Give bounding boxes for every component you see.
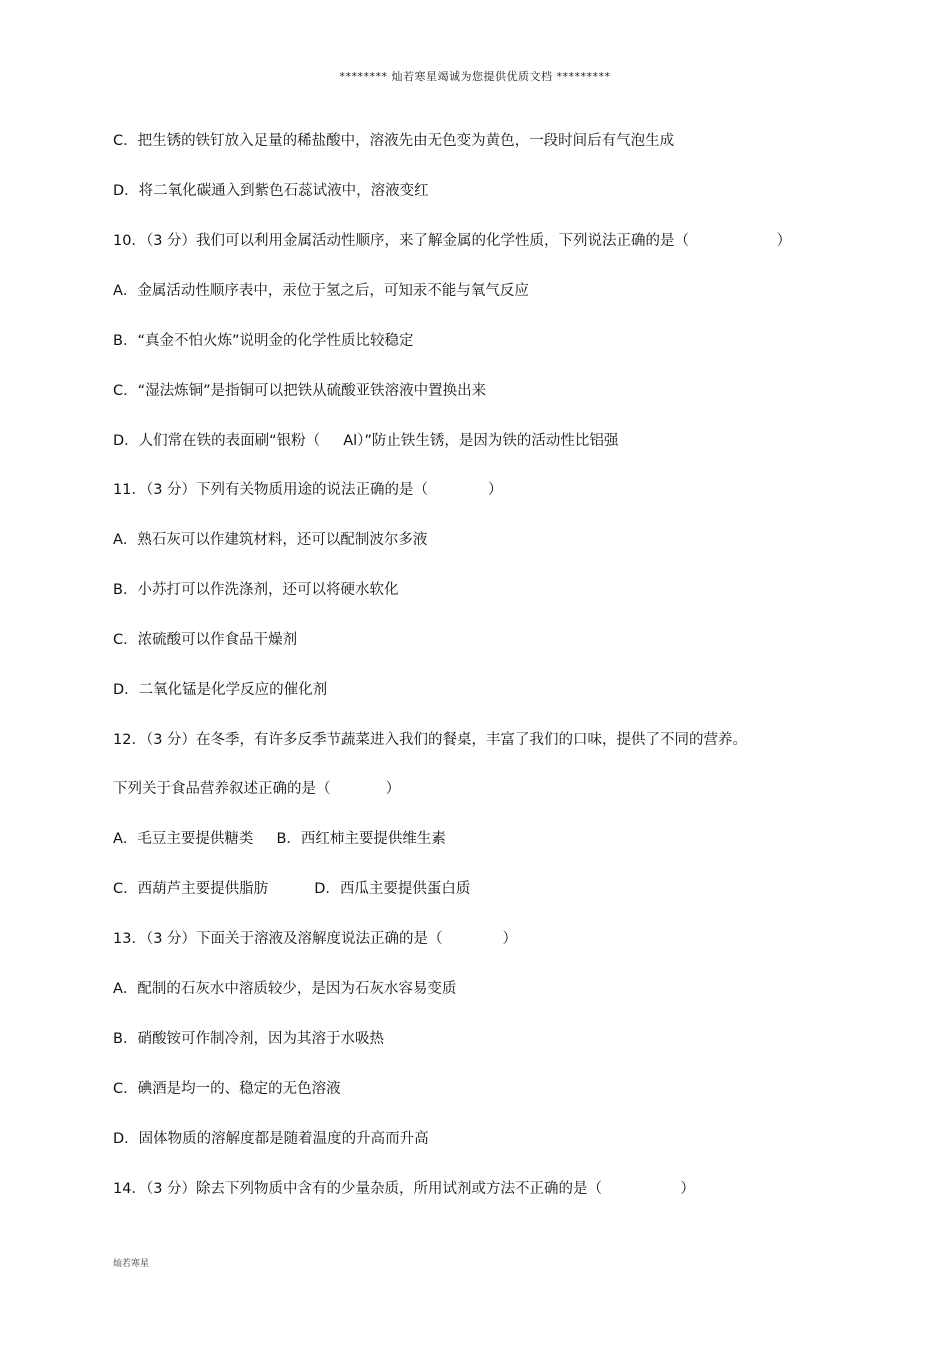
option-11b: B．小苏打可以作洗涤剂，还可以将硬水软化 [113,582,399,598]
option-11d: D．二氧化锰是化学反应的催化剂 [113,682,328,698]
option-11a: A．熟石灰可以作建筑材料，还可以配制波尔多液 [113,532,428,548]
question-12: 12．（3 分）在冬季，有许多反季节蔬菜进入我们的餐桌，丰富了我们的口味，提供了不同的营养。 [113,732,748,748]
option-9d: D．将二氧化碳通入到紫色石蕊试液中，溶液变红 [113,183,429,199]
option-10b: B．“真金不怕火炼”说明金的化学性质比较稳定 [113,333,414,349]
option-10d: D．人们常在铁的表面刷“银粉（ Al）”防止铁生锈，是因为铁的活动性比铝强 [113,433,619,449]
option-13d: D．固体物质的溶解度都是随着温度的升高而升高 [113,1131,429,1147]
option-13c: C．碘酒是均一的、稳定的无色溶液 [113,1081,341,1097]
option-13b: B．硝酸铵可作制冷剂，因为其溶于水吸热 [113,1031,384,1047]
question-12-continued: 下列关于食品营养叙述正确的是（ ） [113,781,401,797]
page-header: ******** 灿若寒星竭诚为您提供优质文档 ********* [339,70,611,83]
option-9c: C．把生锈的铁钉放入足量的稀盐酸中，溶液先由无色变为黄色，一段时间后有气泡生成 [113,133,675,149]
question-13: 13．（3 分）下面关于溶液及溶解度说法正确的是（ ） [113,931,517,947]
option-13a: A．配制的石灰水中溶质较少，是因为石灰水容易变质 [113,981,457,997]
option-11c: C．浓硫酸可以作食品干燥剂 [113,632,298,648]
option-10a: A．金属活动性顺序表中，汞位于氢之后，可知汞不能与氧气反应 [113,283,529,299]
question-14: 14．（3 分）除去下列物质中含有的少量杂质，所用试剂或方法不正确的是（ ） [113,1181,695,1197]
options-12ab: A．毛豆主要提供糖类 B．西红柿主要提供维生素 [113,831,446,847]
question-10: 10．（3 分）我们可以利用金属活动性顺序，来了解金属的化学性质，下列说法正确的是（ ） [113,233,792,249]
page-footer: 灿若寒星 [113,1259,150,1269]
option-10c: C．“湿法炼铜”是指铜可以把铁从硫酸亚铁溶液中置换出来 [113,383,487,399]
question-11: 11．（3 分）下列有关物质用途的说法正确的是（ ） [113,482,503,498]
options-12cd: C．西葫芦主要提供脂肪 D．西瓜主要提供蛋白质 [113,881,471,897]
